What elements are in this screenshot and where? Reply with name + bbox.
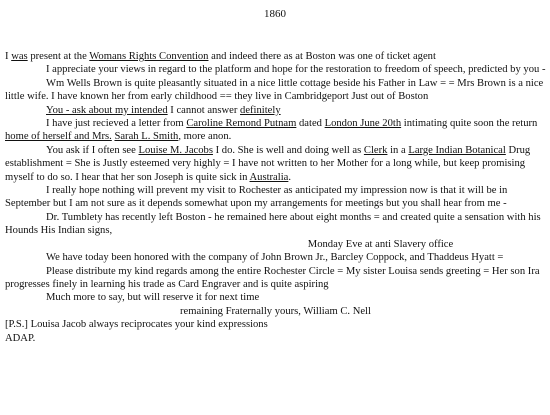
text-run: I have just recieved a letter from xyxy=(46,118,187,130)
underlined-text: Womans Rights Convention xyxy=(89,51,209,62)
underlined-text: Clerk xyxy=(363,144,388,156)
text-run: and indeed there as at Boston was one of ticket agent xyxy=(208,51,436,62)
paragraph-9: Monday Eve at anti Slavery office xyxy=(307,238,454,250)
paragraph-2: I appreciate your views in regard to the platform and hope for the restoration to freedom of speech, predicted by you - xyxy=(46,64,546,76)
text-run: present at the xyxy=(27,51,90,62)
paragraph-14: [P.S.] Louisa Jacob always reciprocates your kind expressions xyxy=(5,319,268,331)
underlined-text: London June 20th xyxy=(324,118,402,130)
paragraph-7: I really hope nothing will prevent my visit to Rochester as anticipated my impression now is that it will be in September but I am not sure as it depends somewhat upon my arrangements for meetings but you shall hear from me - xyxy=(5,185,508,210)
text-run: dated xyxy=(296,118,325,130)
text-run: I xyxy=(5,51,12,62)
paragraph-6 xyxy=(5,144,546,184)
underlined-text: was xyxy=(11,51,28,62)
document-year: 1860 xyxy=(264,8,286,20)
text-run: , more anon. xyxy=(178,131,232,143)
text-run: intimating quite soon the return xyxy=(401,118,538,130)
paragraph-4 xyxy=(5,104,546,117)
paragraph-10: We have today been honored with the company of John Brown Jr., Barcley Coppock, and Thaddeus Hyatt = xyxy=(46,252,504,264)
underlined-text: Louise M. Jacobs xyxy=(138,144,213,156)
letter-body xyxy=(5,50,546,344)
paragraph-13: remaining Fraternally yours, William C. Nell xyxy=(180,305,371,317)
text-run: . xyxy=(288,171,292,183)
underlined-text: Australia xyxy=(249,171,289,183)
text-run: Drug establishment = She is Justly esteemed very highly = I have not written to her Mother for a long while, but keep promising myself to do so. I hear that her son Joseph is quite sick in xyxy=(5,144,531,183)
underlined-text: home of herself and Mrs. xyxy=(5,131,112,143)
paragraph-3: Wm Wells Brown is quite pleasantly situated in a nice little cottage beside his Father in Law = = Mrs Brown is a nice little wife. I have known her from early childhood == they live in Cambridgeport Just out of Boston xyxy=(5,77,544,103)
paragraph-8: Dr. Tumblety has recently left Boston - he remained here about eight months = and created quite a sensation with his Hounds His Indian signs, xyxy=(5,211,541,237)
underlined-text: Caroline Remond Putnam xyxy=(186,118,297,130)
paragraph-1 xyxy=(5,50,546,63)
paragraph-15: ADAP. xyxy=(5,332,36,344)
underlined-text: definitely xyxy=(240,104,281,116)
text-run: You ask if I often see xyxy=(46,144,139,156)
text-run: in a xyxy=(387,144,409,156)
underlined-text: Large Indian Botanical xyxy=(408,144,506,156)
paragraph-11: Please distribute my kind regards among the entire Rochester Circle = My sister Louisa sends greeting = Her son Ira progresses finely in learning his trade as Card Engraver and is quite aspiring xyxy=(5,265,540,290)
text-run: I cannot answer xyxy=(167,104,241,116)
paragraph-5 xyxy=(5,117,546,144)
underlined-text: You - ask about my intended xyxy=(46,104,168,116)
text-run: I do. She is well and doing well as xyxy=(212,144,364,156)
underlined-text: Sarah L. Smith xyxy=(114,131,179,143)
paragraph-12: Much more to say, but will reserve it for next time xyxy=(46,292,260,304)
